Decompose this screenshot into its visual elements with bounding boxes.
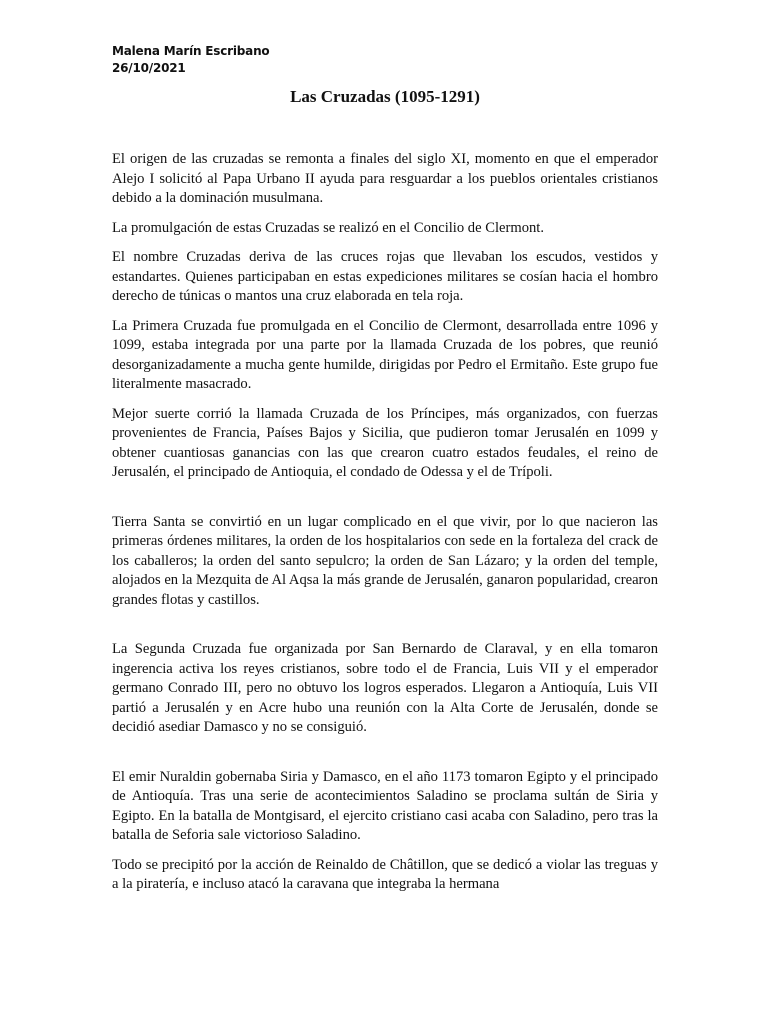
paragraph: El emir Nuraldin gobernaba Siria y Damasco, en el año 1173 tomaron Egipto y el principado de Antioquía. Tras una serie de acontecimientos Saladino se proclama sultán de Siria y Egipto. En la batalla de Montgisard, el ejercito cristiano casi acaba con Saladino, pero tras la batalla de Seforia sale victorioso Saladino. — [112, 768, 658, 843]
paragraph: Tierra Santa se convirtió en un lugar complicado en el que vivir, por lo que nacieron las primeras órdenes militares, la orden de los hospitalarios con sede en la fortaleza del crack de los caballeros; la orden del santo sepulcro; la orden de San Lázaro; y la orden del temple, alojados en la Mezquita de Al Aqsa la más grande de Jerusalén, ganaron popularidad, crearon grandes flotas y castillos. — [112, 513, 658, 608]
document-header — [112, 43, 269, 77]
paragraph: La promulgación de estas Cruzadas se realizó en el Concilio de Clermont. — [112, 219, 544, 236]
paragraph: La Primera Cruzada fue promulgada en el Concilio de Clermont, desarrollada entre 1096 y 1099, estaba integrada por una parte por la llamada Cruzada de los pobres, que reunió desorganizadamente a mucha gente humilde, dirigidas por Pedro el Ermitaño. Este grupo fue literalmente masacrado. — [112, 317, 658, 392]
document-date: 26/10/2021 — [112, 61, 186, 75]
author-name: Malena Marín Escribano — [112, 44, 270, 58]
page-title: Las Cruzadas (1095-1291) — [290, 87, 480, 106]
paragraph: Todo se precipitó por la acción de Reinaldo de Châtillon, que se dedicó a violar las treguas y a la piratería, e incluso atacó la caravana que integraba la hermana — [112, 856, 658, 892]
paragraph: El origen de las cruzadas se remonta a finales del siglo XI, momento en que el emperador Alejo I solicitó al Papa Urbano II ayuda para resguardar a los pueblos orientales cristianos debido a la dominación musulmana. — [112, 151, 658, 206]
paragraph: Mejor suerte corrió la llamada Cruzada de los Príncipes, más organizados, con fuerzas provenientes de Francia, Países Bajos y Sicilia, que pudieron tomar Jerusalén en 1099 y obtener cuantiosas ganancias con las que crearon cuatro estados feudales, el reino de Jerusalén, el principado de Antioquia, el condado de Odessa y el de Trípoli. — [112, 405, 658, 480]
paragraph: El nombre Cruzadas deriva de las cruces rojas que llevaban los escudos, vestidos y estandartes. Quienes participaban en estas expediciones militares se cosían hacia el hombro derecho de túnicas o mantos una cruz elaborada en tela roja. — [112, 249, 658, 304]
paragraph: La Segunda Cruzada fue organizada por San Bernardo de Claraval, y en ella tomaron ingerencia activa los reyes cristianos, sobre todo el de Francia, Luis VII y el emperador germano Conrado III, pero no obtuvo los logros esperados. Llegaron a Antioquía, Luis VII partió a Jerusalén y en Acre hubo una reunión con la Alta Corte de Jerusalén, donde se decidió asediar Damasco y no se consiguió. — [112, 641, 658, 735]
document-body — [112, 150, 658, 905]
